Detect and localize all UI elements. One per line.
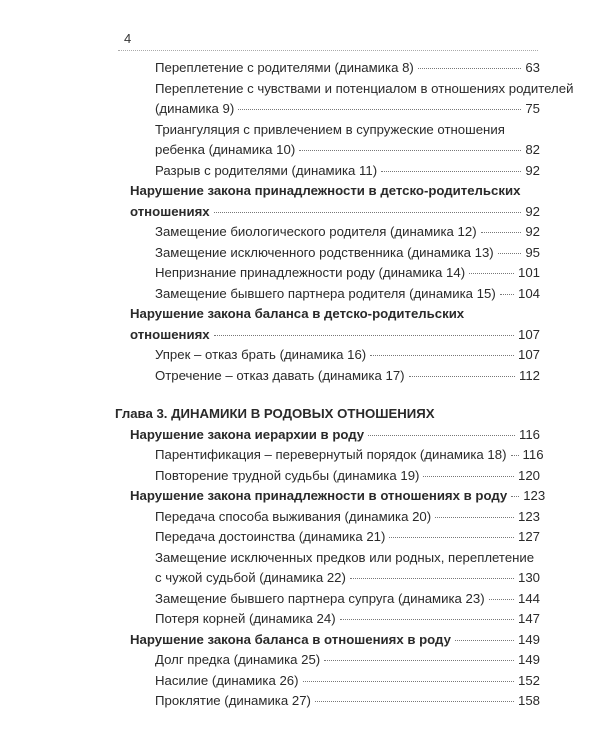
toc-entry-line: Нарушение закона баланса в детско-родительских (130, 306, 465, 321)
toc-entry-title: Отречение – отказ давать (динамика 17) (155, 367, 405, 383)
toc-entry-row (155, 58, 540, 79)
toc-page-number: 63 (525, 60, 540, 75)
toc-page-number: 123 (523, 488, 546, 503)
toc-entry-row (155, 527, 540, 548)
dot-leader (435, 517, 514, 518)
toc-entry[interactable] (0, 243, 600, 264)
dot-leader (469, 273, 514, 274)
toc-entry[interactable] (0, 284, 600, 305)
dot-leader (511, 455, 519, 456)
toc-entry-title: Потеря корней (динамика 24) (155, 611, 336, 626)
toc-entry-title: Передача достоинства (динамика 21) (155, 529, 386, 544)
dot-leader (498, 253, 522, 254)
toc-entry-row (130, 425, 540, 446)
toc-page-number: 127 (517, 529, 540, 544)
toc-entry-row (155, 466, 540, 487)
toc-entry-title: отношениях (130, 326, 210, 342)
toc-entry-row (155, 671, 540, 692)
dot-leader (214, 212, 522, 213)
toc-entry-title: Парентификация – перевернутый порядок (динамика 18) (155, 447, 507, 462)
toc-section-top (0, 58, 600, 386)
toc-page-number: 107 (517, 326, 540, 342)
toc-page-number: 82 (525, 142, 540, 157)
toc-entry-line: Переплетение с чувствами и потенциалом в отношениях родителей (155, 80, 574, 96)
chapter-heading (0, 404, 600, 425)
toc-section-bottom (0, 425, 600, 712)
toc-entry-row (155, 284, 540, 305)
dot-leader (409, 376, 515, 377)
toc-entry-title: Переплетение с родителями (динамика 8) (155, 60, 414, 75)
toc-entry[interactable] (0, 120, 600, 161)
toc-entry-row (155, 445, 544, 466)
toc-entry[interactable] (0, 650, 600, 671)
table-of-contents (0, 58, 600, 712)
toc-entry-title: Нарушение закона иерархии в роду (130, 426, 365, 442)
toc-entry[interactable] (0, 345, 600, 366)
toc-page-number: 75 (525, 101, 540, 116)
toc-page-number: 101 (517, 265, 540, 280)
toc-entry-title: с чужой судьбой (динамика 22) (155, 570, 346, 585)
toc-entry-row (155, 507, 540, 528)
toc-page-number: 123 (517, 508, 540, 524)
dot-leader (350, 578, 514, 579)
dot-leader (368, 435, 515, 436)
dot-leader (238, 109, 521, 110)
toc-entry[interactable] (0, 466, 600, 487)
toc-entry-title: Замещение бывшего партнера супруга (динамика 23) (155, 590, 485, 606)
dot-leader (299, 150, 521, 151)
dot-leader (423, 476, 514, 477)
toc-entry[interactable] (0, 304, 600, 345)
toc-entry[interactable] (0, 671, 600, 692)
toc-entry[interactable] (0, 548, 600, 589)
dot-leader (489, 599, 514, 600)
toc-entry-title: Проклятие (динамика 27) (155, 693, 311, 708)
toc-entry-title: Замещение бывшего партнера родителя (динамика 15) (155, 285, 496, 301)
dot-leader (315, 701, 514, 702)
toc-entry-row (155, 609, 540, 630)
dot-leader (418, 68, 522, 69)
toc-entry-row (155, 366, 540, 387)
toc-entry-row (155, 140, 540, 161)
toc-entry-row (130, 325, 540, 346)
toc-entry-row (155, 345, 540, 366)
toc-entry[interactable] (0, 181, 600, 222)
toc-entry[interactable] (0, 445, 600, 466)
toc-entry-title: Повторение трудной судьбы (динамика 19) (155, 467, 420, 483)
toc-entry-title: ребенка (динамика 10) (155, 142, 296, 157)
toc-entry-title: Разрыв с родителями (динамика 11) (155, 162, 378, 178)
toc-entry[interactable] (0, 222, 600, 243)
toc-entry-row (155, 161, 540, 182)
toc-entry-line: Триангуляция с привлечением в супружеские отношения (155, 121, 505, 137)
toc-entry-title: Замещение биологического родителя (динамика 12) (155, 224, 477, 239)
toc-page-number: 95 (525, 244, 540, 260)
toc-entry[interactable] (0, 609, 600, 630)
toc-entry[interactable] (0, 486, 600, 507)
toc-entry-title: Нарушение закона принадлежности в отношениях в роду (130, 488, 508, 503)
dot-leader (455, 640, 514, 641)
dot-leader (500, 294, 514, 295)
toc-page-number: 130 (517, 570, 540, 585)
toc-page-number: 107 (517, 347, 540, 362)
page-number: 4 (124, 31, 132, 46)
toc-entry-title: Долг предка (динамика 25) (155, 652, 321, 667)
toc-page-number: 149 (517, 652, 540, 667)
toc-entry-title: Замещение исключенного родственника (динамика 13) (155, 244, 494, 260)
toc-page-number: 152 (517, 672, 540, 688)
toc-entry-title: Непризнание принадлежности роду (динамика 14) (155, 265, 466, 280)
toc-entry-title: Упрек – отказ брать (динамика 16) (155, 347, 367, 362)
toc-entry[interactable] (0, 527, 600, 548)
toc-entry-title: (динамика 9) (155, 101, 235, 116)
toc-entry-line: Замещение исключенных предков или родных, переплетение (155, 549, 535, 565)
toc-entry-row (155, 99, 540, 120)
toc-entry[interactable] (0, 507, 600, 528)
toc-entry-title: Насилие (динамика 26) (155, 672, 299, 688)
dot-leader (370, 355, 514, 356)
toc-entry[interactable] (0, 589, 600, 610)
toc-entry-row (130, 630, 540, 651)
toc-page-number: 144 (517, 590, 540, 606)
dot-leader (381, 171, 521, 172)
toc-entry-row (155, 691, 540, 712)
toc-entry-row (155, 243, 540, 264)
toc-entry-row (130, 486, 546, 507)
toc-page-number: 104 (517, 285, 540, 301)
toc-entry[interactable] (0, 425, 600, 446)
toc-page-number: 92 (525, 203, 540, 219)
dot-leader (389, 537, 514, 538)
toc-page-number: 158 (517, 693, 540, 708)
toc-entry-title: отношениях (130, 203, 210, 219)
toc-page-number: 116 (518, 426, 540, 442)
toc-entry-title: Нарушение закона баланса в отношениях в роду (130, 631, 451, 647)
header-rule (118, 50, 538, 51)
toc-page-number: 92 (525, 162, 540, 178)
dot-leader (324, 660, 514, 661)
toc-entry-row (155, 263, 540, 284)
dot-leader (481, 232, 522, 233)
toc-entry-row (155, 222, 540, 243)
toc-page-number: 147 (517, 611, 540, 626)
dot-leader (340, 619, 514, 620)
dot-leader (511, 496, 519, 497)
toc-entry[interactable] (0, 58, 600, 79)
toc-entry[interactable] (0, 263, 600, 284)
dot-leader (214, 335, 514, 336)
toc-entry[interactable] (0, 691, 600, 712)
toc-entry[interactable] (0, 630, 600, 651)
toc-page-number: 116 (522, 447, 544, 462)
toc-page-number: 149 (517, 631, 540, 647)
toc-entry-row (130, 202, 540, 223)
toc-entry-row (155, 568, 540, 589)
toc-entry[interactable] (0, 161, 600, 182)
toc-entry-title: Передача способа выживания (динамика 20) (155, 508, 432, 524)
toc-entry[interactable] (0, 366, 600, 387)
chapter-title: Глава 3. ДИНАМИКИ В РОДОВЫХ ОТНОШЕНИЯХ (115, 406, 435, 421)
toc-entry[interactable] (0, 79, 600, 120)
toc-page-number: 120 (517, 467, 540, 483)
dot-leader (303, 681, 514, 682)
toc-page-number: 112 (518, 367, 540, 383)
toc-entry-line: Нарушение закона принадлежности в детско-родительских (130, 183, 521, 198)
toc-entry-row (155, 589, 540, 610)
toc-page-number: 92 (525, 224, 540, 239)
toc-entry-row (155, 650, 540, 671)
